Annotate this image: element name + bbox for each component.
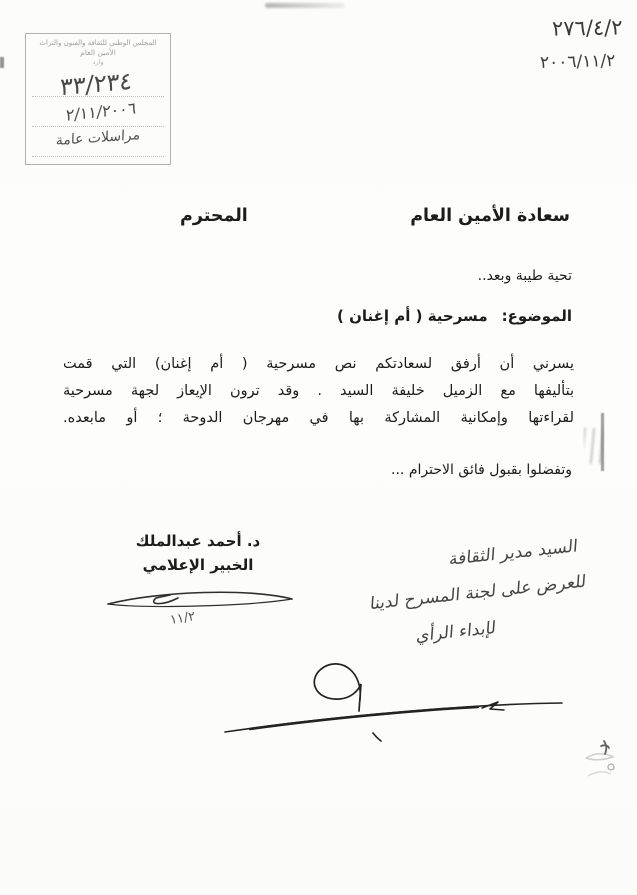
- subject-value: مسرحية ( أم إغنان ): [337, 307, 488, 325]
- closing-line: وتفضلوا بقبول فائق الاحترام ...: [391, 462, 572, 478]
- stamp-kind: وارد: [92, 58, 104, 66]
- scan-streak-top: [265, 3, 345, 8]
- body-line-2: بتأليفها مع الزميل خليفة السيد . وقد ترون الإيعاز لجهة مسرحية: [63, 383, 574, 399]
- body-line-1: يسرني أن أرفق لسعادتكم نص مسرحية ( أم إغنان) التي قمت: [63, 356, 574, 372]
- scan-smudge-bottom-right: [582, 738, 630, 790]
- sender-signature-flourish: [100, 586, 305, 620]
- salutation-row: [180, 206, 570, 226]
- sender-title: الخبير الإعلامي: [142, 556, 254, 574]
- salutation-addressee: سعادة الأمين العام: [410, 206, 570, 226]
- stamp-dotted-line: [32, 156, 164, 157]
- routing-note-line-1: السيد مدير الثقافة: [448, 536, 579, 570]
- main-signature: [210, 648, 575, 743]
- letter-body: [63, 351, 574, 432]
- sender-name: د. أحمد عبدالملك: [135, 532, 261, 550]
- body-line-3: لقراءتها وإمكانية المشاركة بها في مهرجان الدوحة ؛ أو مابعده.: [63, 410, 574, 426]
- scan-smudge-hatch: [584, 428, 603, 464]
- sender-block: [112, 529, 284, 577]
- stamp-note: مراسلات عامة: [55, 127, 141, 149]
- greeting-line: تحية طيبة وبعد..: [477, 268, 572, 284]
- scan-edge-mark: [0, 57, 4, 68]
- handwritten-date-note: ١١/٢: [168, 609, 197, 628]
- handwritten-reference-number: ٢٧٦/٤/٢: [552, 15, 624, 41]
- stamp-office: الأمين العام: [80, 48, 116, 57]
- salutation-honorific: المحترم: [180, 206, 248, 226]
- stamp-serial-number: ٣٣/٢٣٤: [59, 66, 133, 102]
- handwritten-reference-date: ٢٠٠٦/١١/٢: [539, 51, 616, 73]
- routing-note-line-3: لإبداء الرأي: [415, 617, 497, 647]
- subject-label: الموضوع:: [501, 307, 572, 325]
- received-stamp: [25, 33, 171, 165]
- stamp-organization: المجلس الوطني للثقافة والفنون والتراث: [39, 39, 157, 47]
- routing-note-line-2: للعرض على لجنة المسرح لدينا: [368, 571, 587, 615]
- stamp-date: ٢/١١/٢٠٠٦: [65, 98, 137, 125]
- subject-row: [337, 307, 572, 325]
